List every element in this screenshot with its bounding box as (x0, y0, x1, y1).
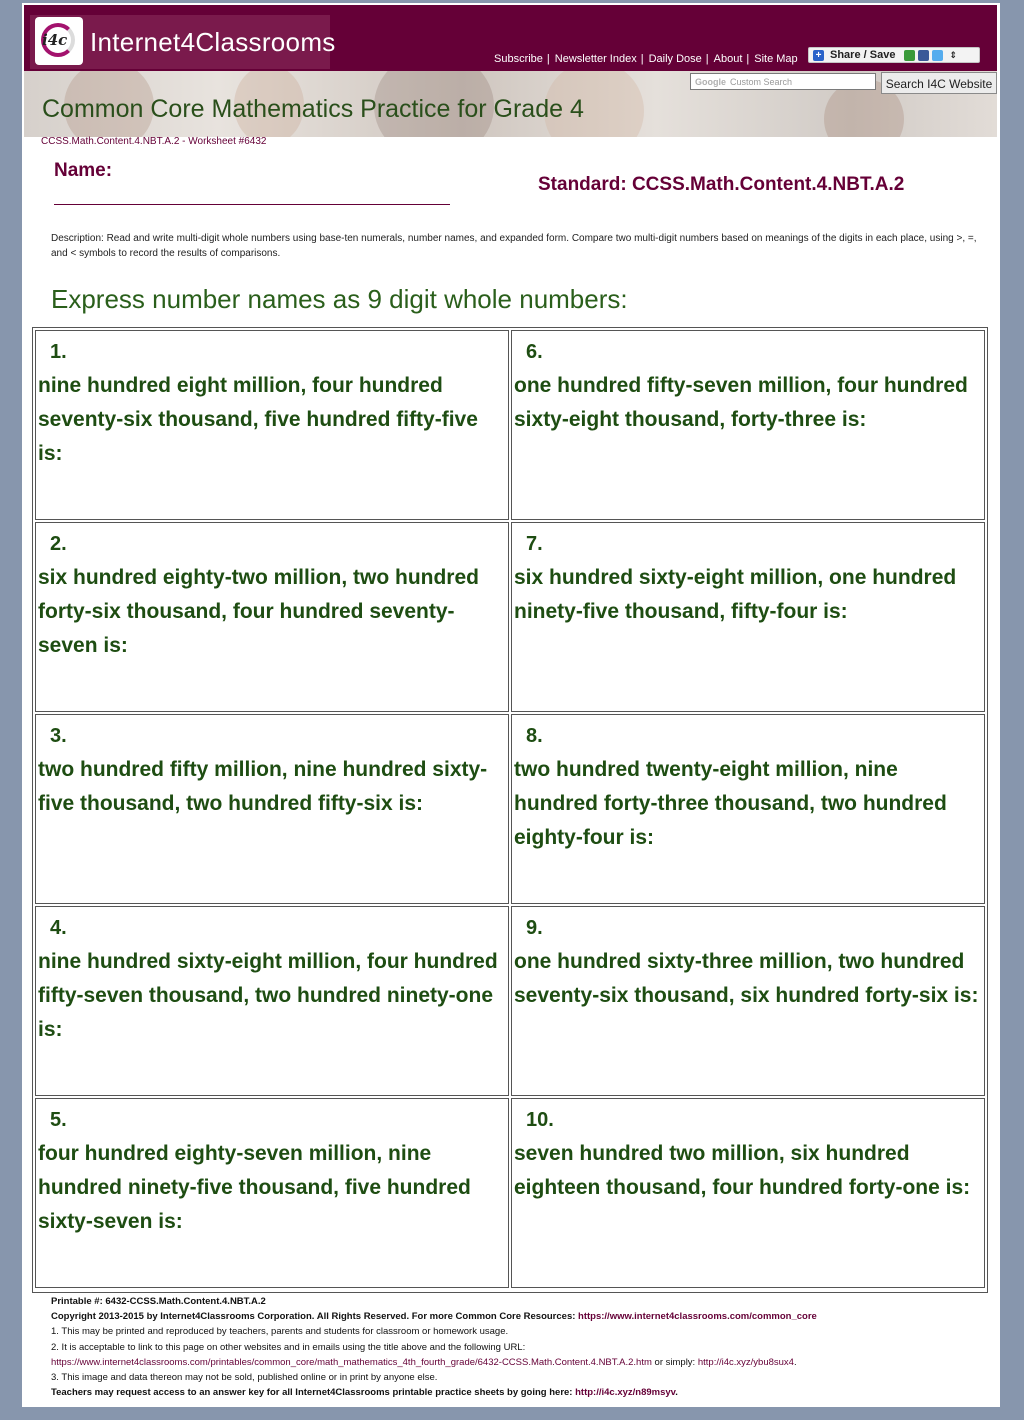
problem-number: 3. (50, 725, 67, 747)
page (22, 3, 1000, 1407)
problem-text: one hundred sixty-three million, two hundred seventy-six thousand, six hundred forty-six is: (514, 950, 979, 1007)
name-label: Name: (54, 160, 113, 181)
site-logo[interactable] (30, 15, 336, 69)
problem-number: 10. (526, 1109, 554, 1131)
problem-text: six hundred sixty-eight million, one hundred ninety-five thousand, fifty-four is: (514, 566, 957, 623)
problem-cell (511, 1098, 985, 1288)
answer-key-link[interactable]: http://i4c.xyz/n89msyv (575, 1387, 676, 1399)
problem-cell (35, 714, 509, 904)
name-line (54, 204, 450, 205)
note-1: 1. This may be printed and reproduced by teachers, parents and students for classroom or homework usage. (51, 1326, 509, 1338)
problem-number: 2. (50, 533, 67, 555)
problem-text: nine hundred eight million, four hundred seventy-six thousand, five hundred fifty-five is: (38, 374, 478, 465)
description: Description: Read and write multi-digit whole numbers using base-ten numerals, number names, and expanded form. Compare two multi-digit numbers based on meanings of the digits in each place, using >, =, and < symbols to record the results of comparisons. (51, 233, 977, 259)
common-core-link[interactable]: https://www.internet4classrooms.com/common_core (578, 1311, 817, 1323)
problem-cell (511, 714, 985, 904)
nav-daily-dose[interactable]: Daily Dose (648, 53, 702, 65)
problem-cell (511, 330, 985, 520)
share-save-label: Share / Save (830, 49, 896, 61)
share-save-button[interactable] (808, 47, 980, 63)
standard-label: Standard: CCSS.Math.Content.4.NBT.A.2 (538, 174, 905, 195)
site-header (24, 5, 997, 71)
problem-number: 6. (526, 341, 543, 363)
problem-number: 5. (50, 1109, 67, 1131)
answer-key-line: Teachers may request access to an answer key for all Internet4Classrooms printable practice sheets by going here: http://i4c.xyz/n89msyv. (51, 1387, 678, 1399)
footer (51, 1294, 996, 1400)
logo-text: Internet4Classrooms (90, 27, 336, 57)
problem-number: 4. (50, 917, 67, 939)
short-url-link[interactable]: http://i4c.xyz/ybu8sux4 (697, 1356, 794, 1368)
search-brand: Google (695, 77, 726, 87)
problem-text: four hundred eighty-seven million, nine hundred ninety-five thousand, five hundred sixty-seven is: (38, 1142, 471, 1233)
problem-cell (35, 330, 509, 520)
nav-about[interactable]: About (713, 53, 743, 65)
problem-text: seven hundred two million, six hundred eighteen thousand, four hundred forty-one is: (514, 1142, 971, 1199)
worksheet-heading: Express number names as 9 digit whole numbers: (51, 284, 628, 314)
note-2-links: https://www.internet4classrooms.com/printables/common_core/math_mathematics_4th_fourth_grade/6432-CCSS.Math.Content.4.NBT.A.2.htm or simply: http://i4c.xyz/ybu8sux4. (51, 1356, 797, 1368)
problem-cell (35, 522, 509, 712)
problem-number: 1. (50, 341, 67, 363)
note-3: 3. This image and data thereon may not be sold, published online or in print by anyone else. (51, 1372, 438, 1384)
note-2: 2. It is acceptable to link to this page on other websites and in emails using the title above and the following URL: (51, 1341, 526, 1353)
search-button[interactable]: Search I4C Website (881, 72, 997, 94)
i4c-logo-icon (35, 17, 83, 65)
copyright-line (51, 1309, 996, 1324)
search-placeholder: Custom Search (730, 77, 793, 87)
banner (24, 71, 997, 137)
email-share-icon (904, 50, 915, 61)
plus-icon: + (813, 50, 824, 61)
facebook-icon (918, 50, 929, 61)
chevron-updown-icon: ⇕ (949, 49, 957, 60)
nav-newsletter-index[interactable]: Newsletter Index (554, 53, 637, 65)
breadcrumb: CCSS.Math.Content.4.NBT.A.2 - Worksheet #6432 (41, 136, 267, 147)
twitter-icon (932, 50, 943, 61)
problem-number: 7. (526, 533, 543, 555)
problem-text: two hundred fifty million, nine hundred sixty-five thousand, two hundred fifty-six is: (38, 758, 488, 815)
problem-table (32, 327, 988, 1293)
top-nav: Subscribe | Newsletter Index | Daily Dose | About | Site Map (494, 53, 798, 65)
copyright-text: Copyright 2013-2015 by Internet4Classrooms Corporation. All Rights Reserved. For more Common Core Resources: (51, 1311, 576, 1323)
answer-key-text: Teachers may request access to an answer key for all Internet4Classrooms printable practice sheets by going here: (51, 1387, 573, 1399)
printable-number: Printable #: 6432-CCSS.Math.Content.4.NBT.A.2 (51, 1296, 266, 1307)
nav-subscribe[interactable]: Subscribe (494, 53, 543, 65)
problem-text: nine hundred sixty-eight million, four hundred fifty-seven thousand, two hundred ninety-one is: (38, 950, 498, 1041)
page-title: Common Core Mathematics Practice for Grade 4 (42, 95, 584, 123)
problem-number: 8. (526, 725, 543, 747)
worksheet-url-link[interactable]: https://www.internet4classrooms.com/printables/common_core/math_mathematics_4th_fourth_grade/6432-CCSS.Math.Content.4.NBT.A.2.htm (51, 1356, 652, 1368)
search-input[interactable] (690, 73, 876, 90)
problem-cell (511, 522, 985, 712)
problem-text: one hundred fifty-seven million, four hundred sixty-eight thousand, forty-three is: (514, 374, 968, 431)
problem-cell (35, 1098, 509, 1288)
or-simply-text: or simply: (654, 1356, 696, 1368)
problem-text: two hundred twenty-eight million, nine hundred forty-three thousand, two hundred eighty-four is: (514, 758, 947, 849)
nav-site-map[interactable]: Site Map (754, 53, 798, 65)
problem-text: six hundred eighty-two million, two hundred forty-six thousand, four hundred seventy-seven is: (38, 566, 479, 657)
logo-icon-text: i4c (42, 31, 68, 49)
problem-cell (35, 906, 509, 1096)
problem-number: 9. (526, 917, 543, 939)
problem-cell (511, 906, 985, 1096)
